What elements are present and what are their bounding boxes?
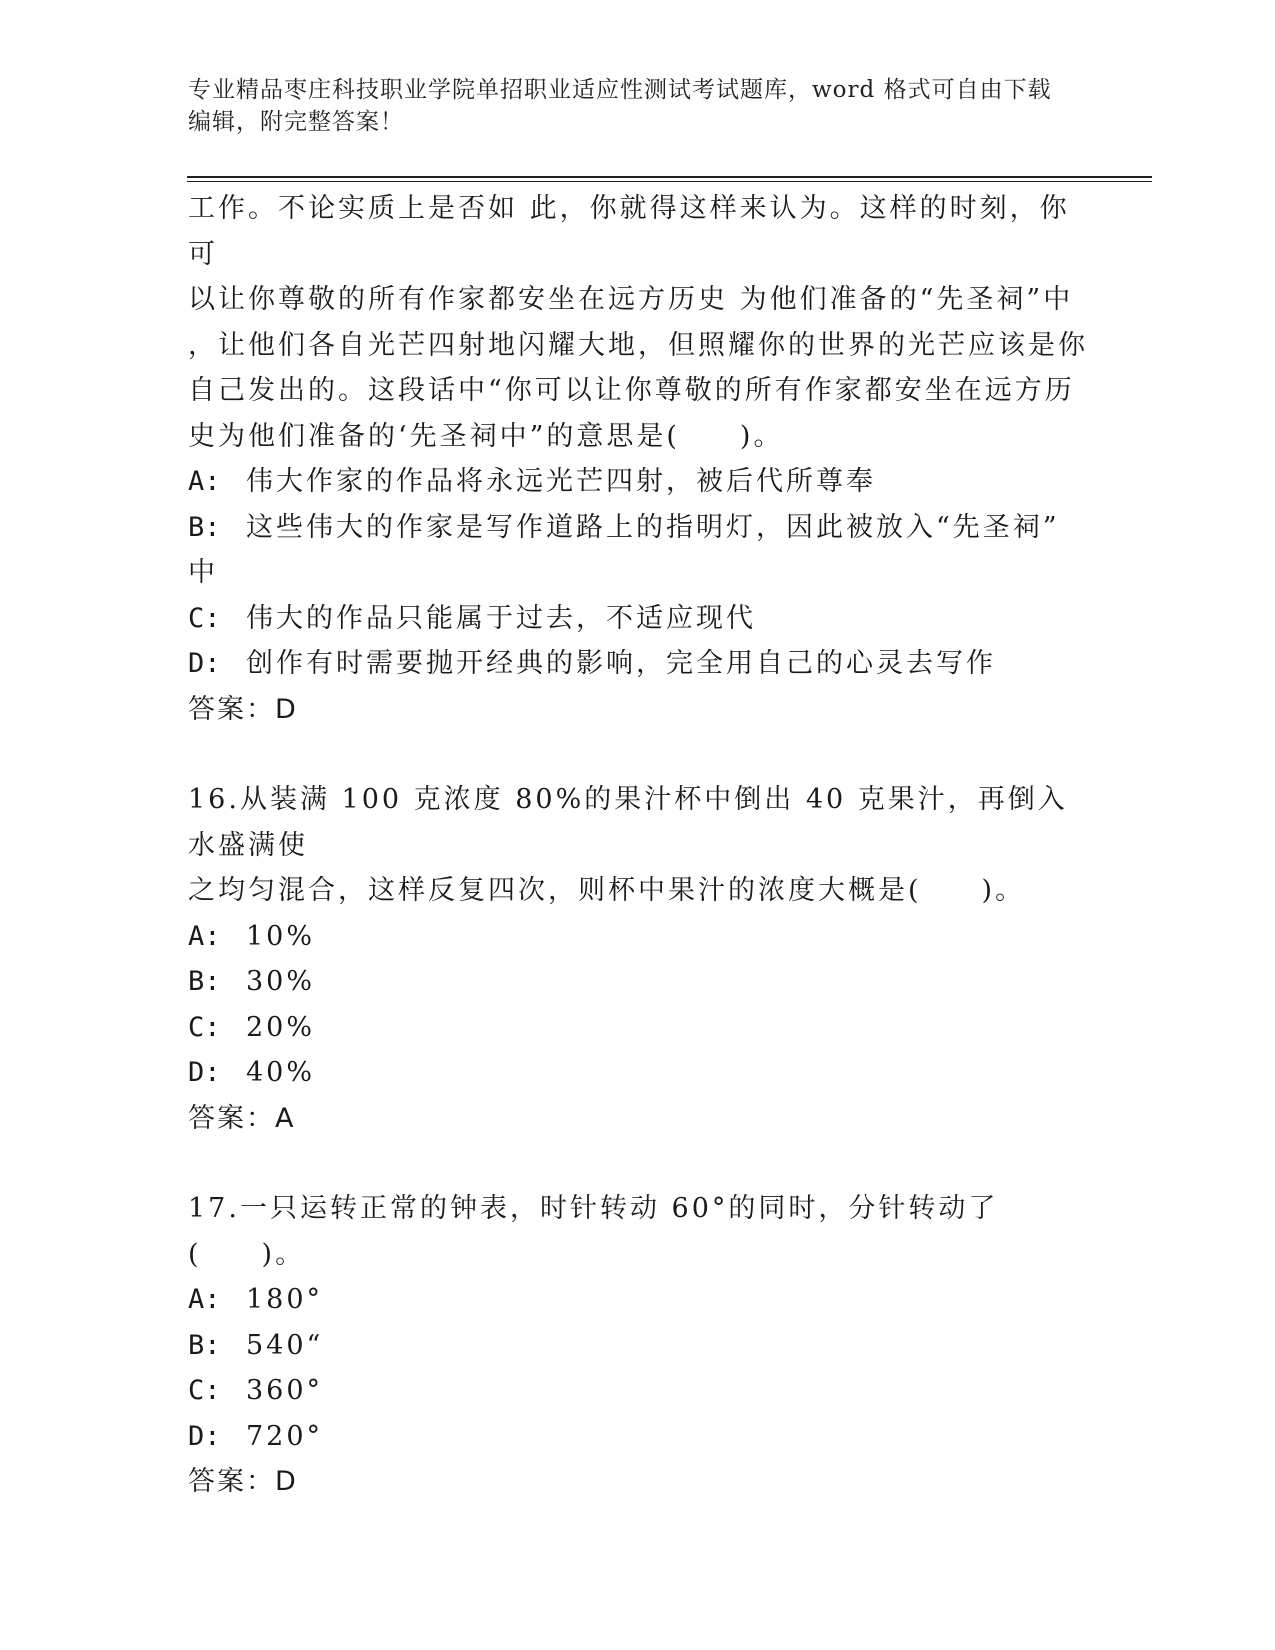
option-text: 720°: [246, 1420, 324, 1452]
question-15-line: ，让他们各自光芒四射地闪耀大地，但照耀你的世界的光芒应该是你: [188, 329, 1088, 361]
option-text: 创作有时需要抛开经典的影响，完全用自己的心灵去写作: [246, 648, 996, 679]
option-letter: D:: [188, 1420, 221, 1452]
option-text: 360°: [246, 1375, 324, 1406]
document-header: [188, 74, 1088, 138]
option-letter: C:: [188, 602, 221, 634]
option-c: [188, 1368, 1088, 1414]
option-letter: D:: [188, 1057, 221, 1088]
option-letter: A:: [188, 466, 221, 497]
option-c: [188, 596, 1088, 642]
option-a: [188, 914, 1088, 960]
option-b: [188, 959, 1088, 1005]
question-17-line: 17.一只运转正常的钟表，时针转动 60°的同时，分针转动了( )。: [188, 1193, 999, 1270]
option-text: 180°: [246, 1284, 324, 1315]
question-16: [188, 777, 1088, 1141]
option-text: 40%: [246, 1057, 316, 1088]
option-text: 10%: [246, 920, 316, 952]
option-letter: B:: [188, 966, 221, 997]
option-text: 伟大作家的作品将永远光芒四射，被后代所尊奉: [246, 466, 876, 497]
option-c: [188, 1005, 1088, 1051]
option-letter: B:: [188, 511, 221, 543]
option-d: [188, 1414, 1088, 1460]
option-letter: C:: [188, 1375, 221, 1406]
option-b: [188, 505, 1088, 551]
header-line-1: 专业精品枣庄科技职业学院单招职业适应性测试考试题库，word 格式可自由下载: [188, 77, 1052, 103]
question-15: [188, 186, 1088, 732]
option-a: [188, 1277, 1088, 1323]
question-15-line: 工作。不论实质上是否如 此，你就得这样来认为。这样的时刻，你可: [188, 193, 1070, 270]
question-16-line: 16.从装满 100 克浓度 80%的果汁杯中倒出 40 克果汁，再倒入水盛满使: [188, 784, 1068, 861]
option-d: [188, 1050, 1088, 1096]
option-text: 30%: [246, 966, 316, 997]
option-a: [188, 459, 1088, 505]
document-body: [188, 186, 1088, 1505]
option-d: [188, 641, 1088, 687]
option-letter: B:: [188, 1329, 221, 1361]
option-b-wrap: 中: [188, 557, 215, 588]
option-letter: C:: [188, 1011, 221, 1043]
answer-15: 答案：D: [188, 693, 298, 725]
option-text: 20%: [246, 1011, 316, 1043]
header-rule-thin: [187, 181, 1152, 182]
option-letter: D:: [188, 648, 221, 679]
question-16-line: 之均匀混合，这样反复四次，则杯中果汁的浓度大概是( )。: [188, 875, 1026, 906]
answer-17: 答案：D: [188, 1466, 298, 1497]
answer-16: 答案：A: [188, 1102, 296, 1134]
question-15-line: 史为他们准备的‘先圣祠中”的意思是( )。: [188, 420, 784, 452]
question-15-line: 自己发出的。这段话中“你可以让你尊敬的所有作家都安坐在远方历: [188, 375, 1075, 406]
option-b: [188, 1323, 1088, 1369]
option-text: 伟大的作品只能属于过去，不适应现代: [246, 602, 756, 634]
option-text: 这些伟大的作家是写作道路上的指明灯，因此被放入“先圣祠”: [246, 511, 1060, 543]
header-line-2: 编辑，附完整答案！: [188, 109, 404, 135]
option-letter: A:: [188, 920, 221, 952]
question-15-line: 以让你尊敬的所有作家都安坐在远方历史 为他们准备的“先圣祠”中: [188, 284, 1074, 315]
option-text: 540“: [246, 1329, 324, 1361]
question-17: [188, 1186, 1088, 1505]
header-rule-thick: [187, 176, 1152, 178]
option-letter: A:: [188, 1284, 221, 1315]
